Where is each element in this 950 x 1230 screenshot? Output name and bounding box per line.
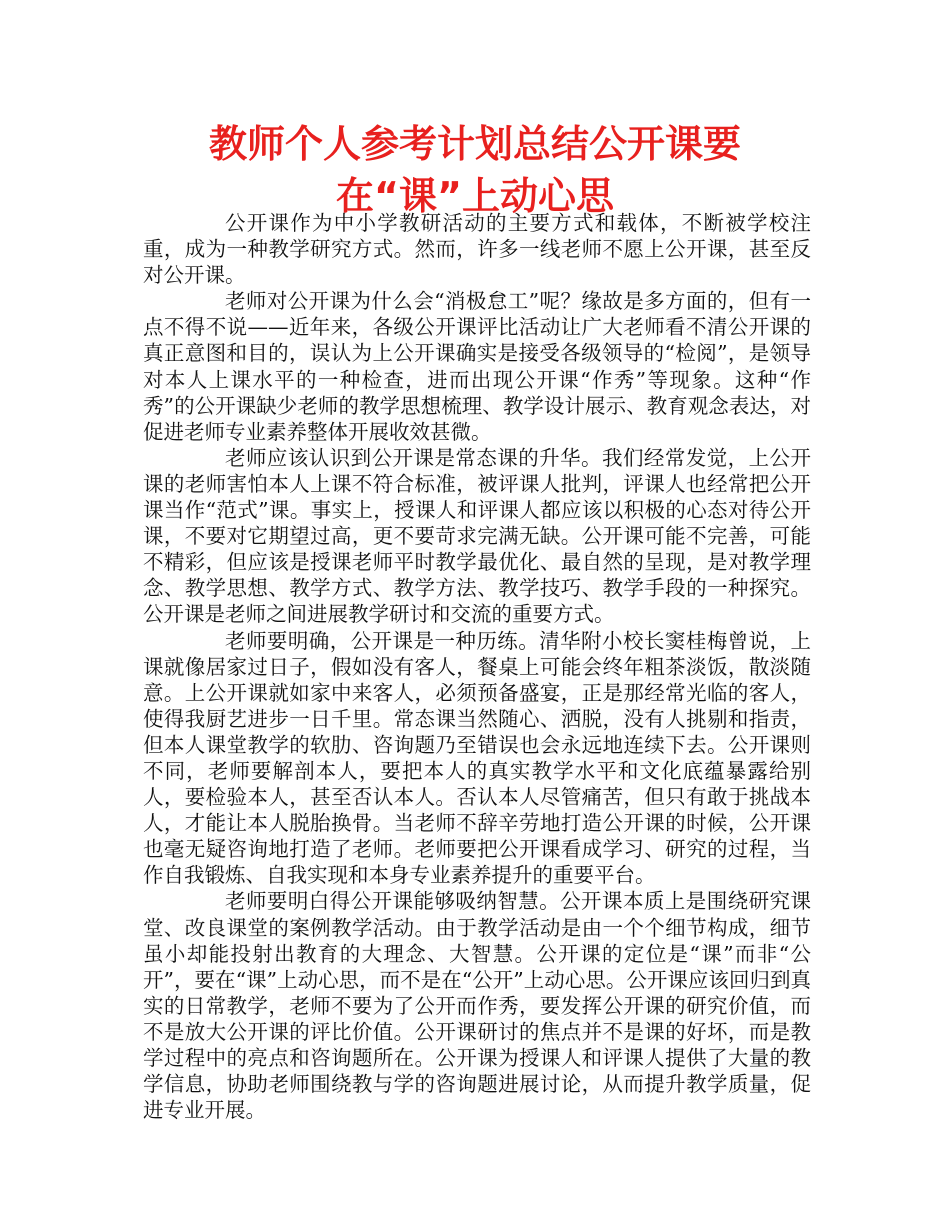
paragraph-2: 老师对公开课为什么会“消极怠工”呢？缘故是多方面的，但有一点不得不说——近年来，各级公开课评比活动让广大老师看不清公开课的真正意图和目的，误认为上公开课确实是接受各级领导的“检阅”，是领导对本人上课水平的一种检查，进而出现公开课“作秀”等现象。这种“作秀”的公开课缺少老师的教学思想梳理、教学设计展示、教育观念表达，对促进老师专业素养整体开展收效甚微。: [143, 289, 811, 444]
paragraph-3: 老师应该认识到公开课是常态课的升华。我们经常发觉，上公开课的老师害怕本人上课不符合标准，被评课人批判，评课人也经常把公开课当作“范式”课。事实上，授课人和评课人都应该以积极的心态对待公开课，不要对它期望过高，更不要苛求完满无缺。公开课可能不完善，可能不精彩，但应该是授课老师平时教学最优化、最自然的呈现，是对教学理念、教学思想、教学方式、教学方法、教学技巧、教学手段的一种探究。公开课是老师之间进展教学研讨和交流的重要方式。: [143, 445, 811, 627]
paragraph-5: 老师要明白得公开课能够吸纳智慧。公开课本质上是围绕研究课堂、改良课堂的案例教学活动。由于教学活动是由一个个细节构成，细节虽小却能投射出教育的大理念、大智慧。公开课的定位是“课”而非“公开”，要在“课”上动心思，而不是在“公开”上动心思。公开课应该回归到真实的日常教学，老师不要为了公开而作秀，要发挥公开课的研究价值，而不是放大公开课的评比价值。公开课研讨的焦点并不是课的好坏，而是教学过程中的亮点和咨询题所在。公开课为授课人和评课人提供了大量的教学信息，协助老师围绕教与学的咨询题进展讨论，从而提升教学质量，促进专业开展。: [143, 889, 811, 1123]
paragraph-1: 公开课作为中小学教研活动的主要方式和载体，不断被学校注重，成为一种教学研究方式。然而，许多一线老师不愿上公开课，甚至反对公开课。: [143, 211, 811, 288]
paragraph-4: 老师要明确，公开课是一种历练。清华附小校长窦桂梅曾说，上课就像居家过日子，假如没有客人，餐桌上可能会终年粗茶淡饭，散淡随意。上公开课就如家中来客人，必须预备盛宴，正是那经常光临的客人，使得我厨艺进步一日千里。常态课当然随心、洒脱，没有人挑剔和指责，但本人课堂教学的软肋、咨询题乃至错误也会永远地连续下去。公开课则不同，老师要解剖本人，要把本人的真实教学水平和文化底蕴暴露给别人，要检验本人，甚至否认本人。否认本人尽管痛苦，但只有敢于挑战本人，才能让本人脱胎换骨。当老师不辞辛劳地打造公开课的时候，公开课也毫无疑咨询地打造了老师。老师要把公开课看成学习、研究的过程，当作自我锻炼、自我实现和本身专业素养提升的重要平台。: [143, 628, 811, 888]
document-body: [143, 210, 811, 1123]
document-title: 教师个人参考计划总结公开课要在“课”上动心思: [208, 122, 741, 218]
